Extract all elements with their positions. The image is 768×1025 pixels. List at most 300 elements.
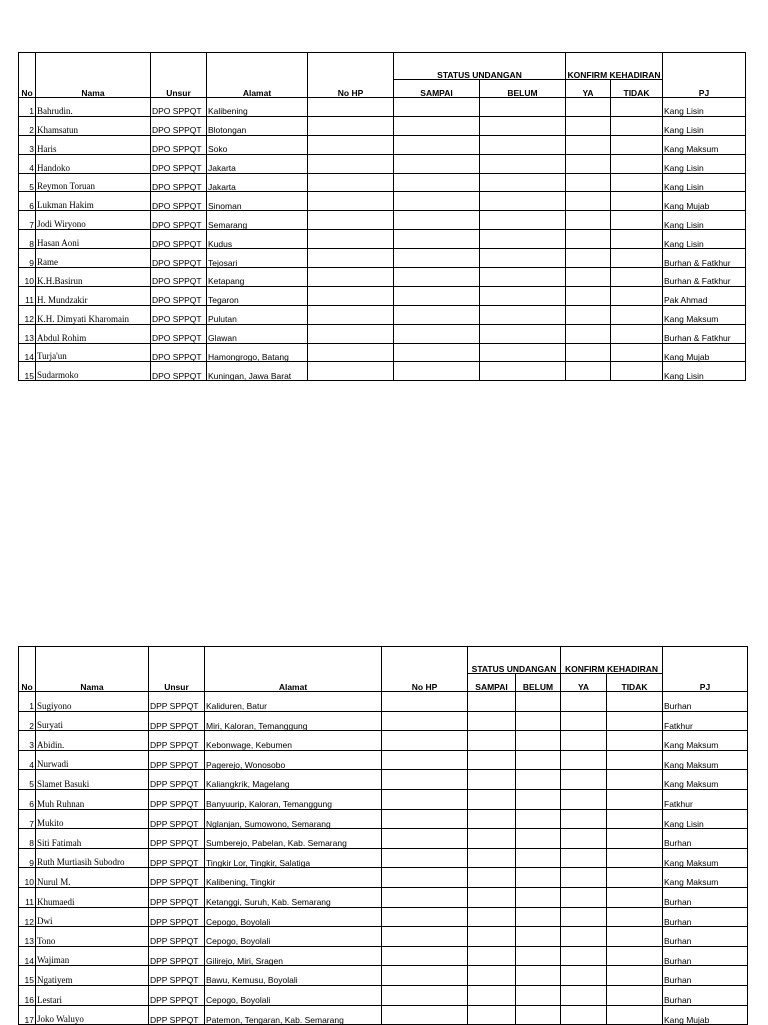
row-number: 6 — [19, 192, 36, 211]
row-alamat: Tegaron — [207, 286, 308, 305]
row-no-hp — [382, 868, 468, 888]
row-alamat: Kebonwage, Kebumen — [205, 731, 382, 751]
row-alamat: Tejosari — [207, 249, 308, 268]
header-unsur: Unsur — [151, 80, 207, 98]
row-pj: Kang Lisin — [663, 211, 746, 230]
row-belum — [480, 324, 566, 343]
row-no-hp — [308, 173, 394, 192]
row-no-hp — [308, 362, 394, 381]
row-tidak — [611, 305, 663, 324]
row-belum — [480, 362, 566, 381]
row-tidak — [607, 809, 663, 829]
row-belum — [516, 848, 561, 868]
header-spacer — [151, 53, 207, 80]
row-sampai — [468, 1005, 516, 1025]
row-tidak — [607, 966, 663, 986]
row-number: 2 — [19, 711, 36, 731]
row-pj: Kang Maksum — [663, 770, 748, 790]
row-sampai — [468, 985, 516, 1005]
row-alamat: Tingkir Lor, Tingkir, Salatiga — [205, 848, 382, 868]
table-row — [19, 211, 746, 230]
header-pj: PJ — [663, 80, 746, 98]
row-tidak — [607, 927, 663, 947]
row-unsur: DPP SPPQT — [149, 985, 205, 1005]
header-no-hp: No HP — [308, 80, 394, 98]
row-unsur: DPO SPPQT — [151, 249, 207, 268]
row-nama: Hasan Aoni — [36, 230, 151, 249]
row-pj: Kang Maksum — [663, 848, 748, 868]
row-sampai — [394, 286, 480, 305]
row-sampai — [394, 192, 480, 211]
row-nama: Sudarmoko — [36, 362, 151, 381]
row-pj: Kang Maksum — [663, 868, 748, 888]
row-pj: Burhan — [663, 946, 748, 966]
row-pj: Burhan & Fatkhur — [663, 249, 746, 268]
row-alamat: Blotongan — [207, 116, 308, 135]
row-unsur: DPO SPPQT — [151, 116, 207, 135]
row-number: 15 — [19, 966, 36, 986]
table-row — [19, 927, 748, 947]
row-sampai — [468, 711, 516, 731]
row-number: 13 — [19, 324, 36, 343]
row-unsur: DPP SPPQT — [149, 731, 205, 751]
row-tidak — [607, 848, 663, 868]
row-pj: Kang Mujab — [663, 343, 746, 362]
row-belum — [480, 286, 566, 305]
row-pj: Burhan — [663, 692, 748, 712]
row-alamat: Gilirejo, Miri, Sragen — [205, 946, 382, 966]
row-unsur: DPO SPPQT — [151, 343, 207, 362]
row-unsur: DPO SPPQT — [151, 268, 207, 287]
row-sampai — [394, 324, 480, 343]
row-tidak — [607, 750, 663, 770]
row-alamat: Bawu, Kemusu, Boyolali — [205, 966, 382, 986]
row-number: 2 — [19, 116, 36, 135]
table-row — [19, 362, 746, 381]
row-alamat: Miri, Kaloran, Temanggung — [205, 711, 382, 731]
row-tidak — [607, 887, 663, 907]
row-alamat: Nglanjan, Sumowono, Semarang — [205, 809, 382, 829]
table-row — [19, 868, 748, 888]
row-belum — [516, 966, 561, 986]
row-ya — [561, 927, 607, 947]
row-number: 10 — [19, 868, 36, 888]
header-sampai: SAMPAI — [394, 80, 480, 98]
row-tidak — [607, 789, 663, 809]
table-row — [19, 286, 746, 305]
row-nama: Turja'un — [36, 343, 151, 362]
row-alamat: Hamongrogo, Batang — [207, 343, 308, 362]
row-no-hp — [308, 324, 394, 343]
row-nama: Ruth Murtiasih Subodro — [36, 848, 149, 868]
row-sampai — [468, 789, 516, 809]
row-alamat: Sinoman — [207, 192, 308, 211]
row-belum — [480, 230, 566, 249]
row-ya — [566, 135, 611, 154]
header-belum: BELUM — [480, 80, 566, 98]
row-alamat: Pagerejo, Wonosobo — [205, 750, 382, 770]
row-pj: Kang Lisin — [663, 116, 746, 135]
header-status-undangan: STATUS UNDANGAN — [394, 53, 566, 80]
row-unsur: DPO SPPQT — [151, 305, 207, 324]
row-unsur: DPP SPPQT — [149, 692, 205, 712]
row-belum — [480, 173, 566, 192]
row-alamat: Jakarta — [207, 154, 308, 173]
row-no-hp — [382, 1005, 468, 1025]
row-nama: Abdul Rohim — [36, 324, 151, 343]
row-unsur: DPP SPPQT — [149, 770, 205, 790]
row-number: 9 — [19, 848, 36, 868]
row-pj: Pak Ahmad — [663, 286, 746, 305]
row-ya — [561, 887, 607, 907]
row-belum — [516, 789, 561, 809]
row-sampai — [394, 135, 480, 154]
row-belum — [516, 731, 561, 751]
row-ya — [561, 1005, 607, 1025]
row-pj: Kang Lisin — [663, 173, 746, 192]
header-spacer — [663, 53, 746, 80]
row-sampai — [468, 907, 516, 927]
row-nama: Slamet Basuki — [36, 770, 149, 790]
row-unsur: DPP SPPQT — [149, 946, 205, 966]
row-pj: Fatkhur — [663, 789, 748, 809]
table-row — [19, 192, 746, 211]
header-spacer — [205, 647, 382, 674]
row-number: 9 — [19, 249, 36, 268]
row-tidak — [607, 829, 663, 849]
row-alamat: Kaliduren, Batur — [205, 692, 382, 712]
row-pj: Burhan & Fatkhur — [663, 324, 746, 343]
row-sampai — [468, 829, 516, 849]
row-alamat: Sumberejo, Pabelan, Kab. Semarang — [205, 829, 382, 849]
row-no-hp — [308, 154, 394, 173]
row-ya — [561, 750, 607, 770]
row-no-hp — [308, 305, 394, 324]
row-unsur: DPO SPPQT — [151, 286, 207, 305]
row-ya — [566, 343, 611, 362]
row-unsur: DPO SPPQT — [151, 230, 207, 249]
row-number: 5 — [19, 173, 36, 192]
table-row — [19, 116, 746, 135]
row-nama: Abidin. — [36, 731, 149, 751]
row-sampai — [468, 770, 516, 790]
row-tidak — [607, 985, 663, 1005]
row-unsur: DPO SPPQT — [151, 362, 207, 381]
header-pj: PJ — [663, 674, 748, 692]
row-unsur: DPP SPPQT — [149, 711, 205, 731]
row-sampai — [394, 116, 480, 135]
row-belum — [516, 692, 561, 712]
row-number: 13 — [19, 927, 36, 947]
row-sampai — [394, 249, 480, 268]
header-spacer — [36, 53, 151, 80]
header-spacer — [36, 647, 149, 674]
row-number: 1 — [19, 692, 36, 712]
row-number: 8 — [19, 230, 36, 249]
row-sampai — [468, 887, 516, 907]
row-pj: Burhan — [663, 966, 748, 986]
row-unsur: DPP SPPQT — [149, 1005, 205, 1025]
header-spacer — [382, 647, 468, 674]
row-tidak — [611, 230, 663, 249]
row-no-hp — [382, 750, 468, 770]
row-number: 6 — [19, 789, 36, 809]
row-ya — [566, 268, 611, 287]
row-pj: Kang Lisin — [663, 362, 746, 381]
header-spacer — [19, 53, 36, 80]
row-ya — [566, 230, 611, 249]
row-tidak — [611, 192, 663, 211]
row-ya — [566, 249, 611, 268]
row-unsur: DPP SPPQT — [149, 907, 205, 927]
row-ya — [566, 173, 611, 192]
row-alamat: Kalibening — [207, 98, 308, 117]
row-alamat: Cepogo, Boyolali — [205, 907, 382, 927]
row-number: 14 — [19, 946, 36, 966]
row-nama: H. Mundzakir — [36, 286, 151, 305]
row-sampai — [468, 692, 516, 712]
table-row — [19, 829, 748, 849]
row-number: 4 — [19, 750, 36, 770]
row-number: 3 — [19, 135, 36, 154]
row-belum — [516, 868, 561, 888]
row-no-hp — [308, 286, 394, 305]
row-unsur: DPO SPPQT — [151, 98, 207, 117]
row-ya — [561, 848, 607, 868]
row-unsur: DPP SPPQT — [149, 809, 205, 829]
row-tidak — [611, 286, 663, 305]
header-alamat: Alamat — [207, 80, 308, 98]
row-nama: Joko Waluyo — [36, 1005, 149, 1025]
row-belum — [516, 770, 561, 790]
row-number: 7 — [19, 211, 36, 230]
row-belum — [480, 305, 566, 324]
row-sampai — [394, 230, 480, 249]
row-belum — [480, 211, 566, 230]
row-no-hp — [382, 927, 468, 947]
row-sampai — [468, 927, 516, 947]
row-pj: Kang Lisin — [663, 809, 748, 829]
row-number: 4 — [19, 154, 36, 173]
table-row — [19, 154, 746, 173]
row-no-hp — [308, 192, 394, 211]
row-alamat: Cepogo, Boyolali — [205, 985, 382, 1005]
table-row — [19, 985, 748, 1005]
header-spacer — [663, 647, 748, 674]
row-unsur: DPP SPPQT — [149, 789, 205, 809]
row-tidak — [611, 173, 663, 192]
table-row — [19, 809, 748, 829]
row-no-hp — [382, 692, 468, 712]
row-alamat: Ketapang — [207, 268, 308, 287]
row-nama: Lestari — [36, 985, 149, 1005]
row-ya — [566, 362, 611, 381]
row-pj: Burhan & Fatkhur — [663, 268, 746, 287]
header-konfirm-kehadiran: KONFIRM KEHADIRAN — [566, 53, 663, 80]
table-row — [19, 98, 746, 117]
row-nama: K.H.Basirun — [36, 268, 151, 287]
row-belum — [516, 711, 561, 731]
table-row — [19, 249, 746, 268]
row-ya — [561, 809, 607, 829]
table-row — [19, 324, 746, 343]
row-nama: Lukman Hakim — [36, 192, 151, 211]
row-nama: Tono — [36, 927, 149, 947]
row-pj: Kang Maksum — [663, 750, 748, 770]
row-no-hp — [382, 731, 468, 751]
invitation-table-dpp — [18, 646, 748, 1025]
row-number: 17 — [19, 1005, 36, 1025]
row-belum — [516, 907, 561, 927]
row-belum — [516, 1005, 561, 1025]
row-ya — [566, 286, 611, 305]
row-alamat: Kaliangkrik, Magelang — [205, 770, 382, 790]
row-tidak — [607, 692, 663, 712]
table-row — [19, 731, 748, 751]
header-belum: BELUM — [516, 674, 561, 692]
row-pj: Burhan — [663, 829, 748, 849]
row-no-hp — [382, 789, 468, 809]
row-ya — [561, 711, 607, 731]
header-nama: Nama — [36, 674, 149, 692]
row-ya — [566, 154, 611, 173]
row-ya — [561, 731, 607, 751]
header-spacer — [207, 53, 308, 80]
row-no-hp — [382, 829, 468, 849]
table-row — [19, 173, 746, 192]
header-ya: YA — [566, 80, 611, 98]
row-ya — [561, 868, 607, 888]
row-unsur: DPP SPPQT — [149, 868, 205, 888]
row-pj: Kang Maksum — [663, 135, 746, 154]
row-unsur: DPP SPPQT — [149, 927, 205, 947]
row-nama: Ngatiyem — [36, 966, 149, 986]
row-no-hp — [308, 116, 394, 135]
row-tidak — [611, 343, 663, 362]
row-sampai — [394, 305, 480, 324]
row-unsur: DPP SPPQT — [149, 966, 205, 986]
table-row — [19, 789, 748, 809]
table-row — [19, 946, 748, 966]
row-alamat: Ketanggi, Suruh, Kab. Semarang — [205, 887, 382, 907]
row-unsur: DPP SPPQT — [149, 848, 205, 868]
row-nama: Khumaedi — [36, 887, 149, 907]
table-row — [19, 887, 748, 907]
table-row — [19, 966, 748, 986]
header-konfirm-kehadiran: KONFIRM KEHADIRAN — [561, 647, 663, 674]
row-alamat: Glawan — [207, 324, 308, 343]
row-tidak — [607, 711, 663, 731]
header-spacer — [19, 647, 36, 674]
header-no: No — [19, 674, 36, 692]
table-row — [19, 692, 748, 712]
row-pj: Kang Lisin — [663, 230, 746, 249]
table-row — [19, 268, 746, 287]
row-sampai — [468, 966, 516, 986]
row-ya — [561, 692, 607, 712]
row-number: 12 — [19, 305, 36, 324]
row-sampai — [468, 946, 516, 966]
row-unsur: DPP SPPQT — [149, 887, 205, 907]
row-belum — [480, 154, 566, 173]
row-unsur: DPP SPPQT — [149, 750, 205, 770]
row-alamat: Patemon, Tengaran, Kab. Semarang — [205, 1005, 382, 1025]
row-number: 7 — [19, 809, 36, 829]
row-alamat: Cepogo, Boyolali — [205, 927, 382, 947]
row-no-hp — [308, 211, 394, 230]
row-pj: Burhan — [663, 927, 748, 947]
row-nama: Wajiman — [36, 946, 149, 966]
row-belum — [480, 116, 566, 135]
row-ya — [561, 985, 607, 1005]
row-tidak — [611, 249, 663, 268]
row-pj: Burhan — [663, 887, 748, 907]
row-sampai — [468, 750, 516, 770]
row-tidak — [611, 211, 663, 230]
row-number: 3 — [19, 731, 36, 751]
row-pj: Burhan — [663, 907, 748, 927]
row-tidak — [611, 324, 663, 343]
table-row — [19, 135, 746, 154]
table-row — [19, 1005, 748, 1025]
row-no-hp — [382, 907, 468, 927]
invitation-table-dpo — [18, 52, 746, 381]
row-no-hp — [382, 848, 468, 868]
row-nama: Haris — [36, 135, 151, 154]
row-ya — [566, 98, 611, 117]
row-sampai — [468, 868, 516, 888]
row-tidak — [611, 116, 663, 135]
row-ya — [561, 770, 607, 790]
row-nama: Nurul M. — [36, 868, 149, 888]
row-no-hp — [308, 268, 394, 287]
row-belum — [516, 927, 561, 947]
row-alamat: Kalibening, Tingkir — [205, 868, 382, 888]
row-alamat: Pulutan — [207, 305, 308, 324]
row-pj: Burhan — [663, 985, 748, 1005]
header-no-hp: No HP — [382, 674, 468, 692]
row-nama: Dwi — [36, 907, 149, 927]
row-tidak — [611, 135, 663, 154]
row-tidak — [607, 946, 663, 966]
row-unsur: DPP SPPQT — [149, 829, 205, 849]
row-belum — [480, 98, 566, 117]
header-nama: Nama — [36, 80, 151, 98]
header-tidak: TIDAK — [611, 80, 663, 98]
row-belum — [516, 946, 561, 966]
row-ya — [566, 192, 611, 211]
row-number: 8 — [19, 829, 36, 849]
row-unsur: DPO SPPQT — [151, 211, 207, 230]
row-nama: K.H. Dimyati Kharomain — [36, 305, 151, 324]
row-sampai — [394, 343, 480, 362]
table-row — [19, 305, 746, 324]
row-sampai — [394, 268, 480, 287]
row-belum — [516, 750, 561, 770]
row-ya — [561, 966, 607, 986]
row-nama: Mukito — [36, 809, 149, 829]
row-tidak — [611, 362, 663, 381]
row-number: 11 — [19, 887, 36, 907]
row-pj: Kang Lisin — [663, 154, 746, 173]
row-sampai — [394, 154, 480, 173]
header-tidak: TIDAK — [607, 674, 663, 692]
row-sampai — [394, 98, 480, 117]
row-alamat: Kuningan, Jawa Barat — [207, 362, 308, 381]
row-ya — [561, 829, 607, 849]
row-belum — [516, 985, 561, 1005]
row-ya — [566, 324, 611, 343]
